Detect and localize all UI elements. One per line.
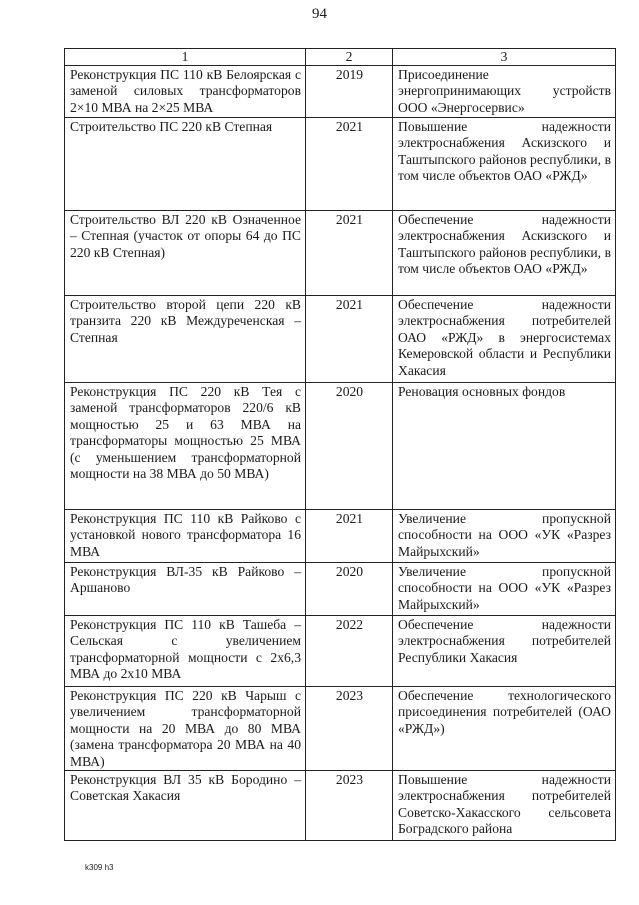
table-row [65, 66, 616, 118]
purpose-cell: Повышение надежности электроснабжения потребителей Советско-Хакасского сельсовета Боградского района [393, 771, 616, 841]
table-row [65, 383, 616, 510]
year-cell: 2023 [306, 771, 393, 841]
table-row [65, 687, 616, 771]
footer-code: k309 h3 [85, 863, 114, 872]
project-cell: Реконструкция ВЛ 35 кВ Бородино – Советская Хакасия [65, 771, 306, 841]
year-cell: 2019 [306, 66, 393, 118]
project-cell: Строительство второй цепи 220 кВ транзита 220 кВ Междуреченская – Степная [65, 296, 306, 383]
year-cell: 2022 [306, 616, 393, 687]
column-header-3: 3 [393, 49, 616, 66]
year-cell: 2020 [306, 563, 393, 616]
purpose-cell: Обеспечение надежности электроснабжения потребителей Республики Хакасия [393, 616, 616, 687]
purpose-cell: Присоединение энергопринимающих устройств ООО «Энергосервис» [393, 66, 616, 118]
year-cell: 2020 [306, 383, 393, 510]
project-cell: Реконструкция ПС 220 кВ Чарыш с увеличением трансформаторной мощности на 20 МВА до 80 МВА (замена трансформатора 20 МВА на 40 МВА) [65, 687, 306, 771]
table-row [65, 211, 616, 296]
purpose-cell: Обеспечение технологического присоединения потребителей (ОАО «РЖД») [393, 687, 616, 771]
purpose-cell: Увеличение пропускной способности на ООО «УК «Разрез Майрыхский» [393, 563, 616, 616]
table-row [65, 771, 616, 841]
year-cell: 2021 [306, 510, 393, 563]
project-cell: Реконструкция ПС 110 кВ Белоярская с заменой силовых трансформаторов 2×10 МВА на 2×25 МВА [65, 66, 306, 118]
purpose-cell: Повышение надежности электроснабжения Аскизского и Таштыпского районов республики, в том числе объектов ОАО «РЖД» [393, 118, 616, 211]
column-header-1: 1 [65, 49, 306, 66]
page-number: 94 [312, 6, 327, 22]
column-header-2: 2 [306, 49, 393, 66]
project-cell: Реконструкция ПС 220 кВ Тея с заменой трансформаторов 220/6 кВ мощностью 25 и 63 МВА на трансформаторы мощностью 25 МВА (с уменьшением трансформаторной мощности на 38 МВА до 50 МВА) [65, 383, 306, 510]
projects-table [64, 48, 616, 841]
table-header-row [65, 49, 616, 66]
year-cell: 2021 [306, 211, 393, 296]
purpose-cell: Обеспечение надежности электроснабжения потребителей ОАО «РЖД» в энергосистемах Кемеровской области и Республики Хакасия [393, 296, 616, 383]
year-cell: 2023 [306, 687, 393, 771]
purpose-cell: Обеспечение надежности электроснабжения Аскизского и Таштыпского районов республики, в том числе объектов ОАО «РЖД» [393, 211, 616, 296]
table-row [65, 510, 616, 563]
table-row [65, 296, 616, 383]
year-cell: 2021 [306, 118, 393, 211]
project-cell: Строительство ВЛ 220 кВ Означенное – Степная (участок от опоры 64 до ПС 220 кВ Степная) [65, 211, 306, 296]
year-cell: 2021 [306, 296, 393, 383]
project-cell: Реконструкция ВЛ-35 кВ Райково – Аршаново [65, 563, 306, 616]
table-row [65, 118, 616, 211]
project-cell: Реконструкция ПС 110 кВ Ташеба – Сельская с увеличением трансформаторной мощности с 2х6,3 МВА до 2х10 МВА [65, 616, 306, 687]
purpose-cell: Реновация основных фондов [393, 383, 616, 510]
purpose-cell: Увеличение пропускной способности на ООО «УК «Разрез Майрыхский» [393, 510, 616, 563]
table-row [65, 563, 616, 616]
table-row [65, 616, 616, 687]
project-cell: Реконструкция ПС 110 кВ Райково с установкой нового трансформатора 16 МВА [65, 510, 306, 563]
project-cell: Строительство ПС 220 кВ Степная [65, 118, 306, 211]
